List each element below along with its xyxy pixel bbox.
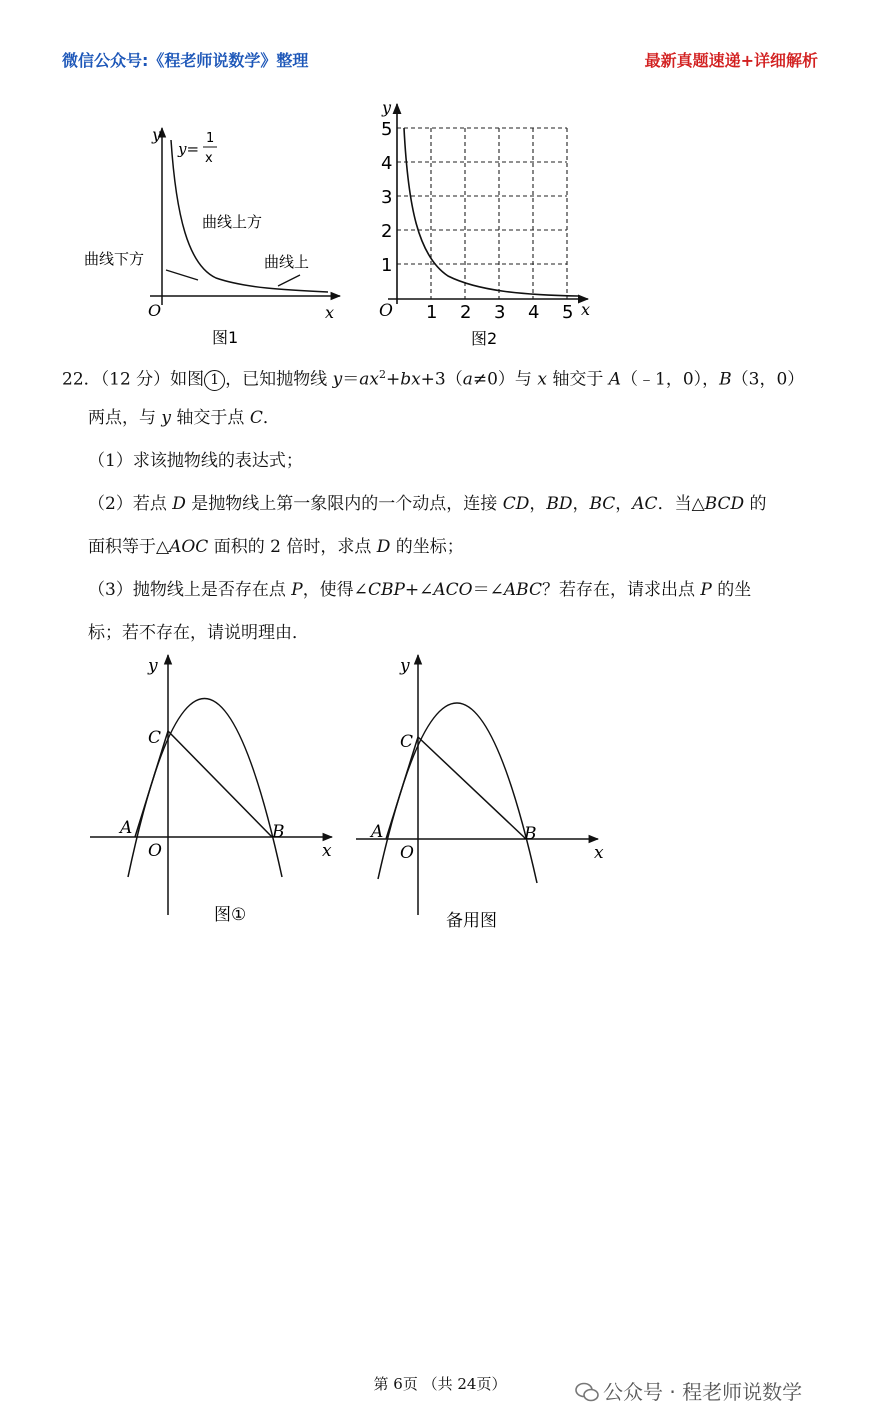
- fig2-curve: [404, 128, 578, 296]
- fig1-formula-lhs: y=: [178, 140, 200, 158]
- figA-y-label: y: [148, 656, 158, 676]
- figure-parabola-main: [86, 650, 346, 930]
- figA-x-label: x: [322, 841, 332, 861]
- page-footer: 第 6页 （共 24页）: [373, 1375, 507, 1393]
- figB-y-label: y: [400, 656, 410, 676]
- figB-segment-AC: [386, 737, 418, 839]
- header-source: 微信公众号:《程老师说数学》整理: [62, 51, 309, 70]
- figB-segment-CB: [418, 737, 526, 839]
- fig1-label-on: 曲线上: [264, 253, 310, 271]
- figure-2: [368, 96, 608, 350]
- figB-caption: 备用图: [446, 911, 497, 931]
- fig1-y-label: y: [152, 125, 162, 144]
- figA-point-A: A: [120, 818, 133, 838]
- figA-origin-label: O: [148, 841, 162, 861]
- fig2-xtick-2: 2: [460, 302, 472, 323]
- question-3-line-2: 标；若不存在，请说明理由．: [88, 623, 309, 643]
- figure-1: [84, 120, 350, 350]
- fig1-pointer-below: [166, 270, 198, 280]
- fig2-xtick-1: 1: [426, 302, 438, 323]
- figB-point-B: B: [524, 824, 537, 844]
- figB-origin-label: O: [400, 843, 414, 863]
- figB-point-A: A: [371, 822, 384, 842]
- fig2-origin-label: O: [379, 301, 393, 321]
- fig2-ytick-4: 4: [381, 153, 393, 174]
- fig1-pointer-on: [278, 275, 300, 286]
- fig2-y-label: y: [382, 98, 392, 117]
- figB-point-C: C: [400, 732, 414, 752]
- fig2-grid: [397, 128, 567, 299]
- problem-line-2: 两点，与 y 轴交于点 C．: [88, 408, 280, 428]
- question-2-line-1: （2）若点 D 是抛物线上第一象限内的一个动点，连接 CD，BD，BC，AC．当△BCD 的: [88, 494, 767, 514]
- fig2-xtick-3: 3: [494, 302, 506, 323]
- fig2-ytick-1: 1: [381, 255, 393, 276]
- question-1: （1）求该抛物线的表达式；: [88, 451, 303, 471]
- fig1-label-below: 曲线下方: [84, 250, 145, 268]
- problem-number: 22．: [62, 369, 101, 390]
- problem-line-1: 22．（12 分）如图 1 ，已知抛物线 $y=ax^2+bx+3(a\ne 0)$与 x 轴交于 A（﹣1，0），B（3，0）: [62, 368, 805, 390]
- question-2-line-2: 面积等于△AOC 面积的 2 倍时，求点 D 的坐标；: [88, 537, 464, 557]
- fig1-formula-den: x: [205, 151, 213, 166]
- fig1-caption: 图1: [212, 328, 239, 347]
- question-3-line-1: （3）抛物线上是否存在点 P，使得∠CBP+∠ACO＝∠ABC？若存在，请求出点 P 的坐: [88, 580, 752, 600]
- figA-point-C: C: [148, 728, 162, 748]
- figA-point-B: B: [272, 822, 285, 842]
- figure-parabola-spare: [352, 650, 612, 935]
- fig1-formula-num: 1: [206, 131, 215, 146]
- footer-watermark: 公众号 · 程老师说数学: [575, 1376, 802, 1405]
- wechat-icon: [575, 1382, 599, 1402]
- fig2-xtick-5: 5: [562, 302, 574, 323]
- figA-segment-CB: [168, 731, 272, 837]
- fig2-xtick-4: 4: [528, 302, 540, 323]
- header-tagline: 最新真题速递+详细解析: [644, 51, 818, 70]
- fig2-caption: 图2: [471, 329, 498, 348]
- figure-ref-circle: 1: [204, 370, 225, 391]
- fig2-ytick-2: 2: [381, 221, 393, 242]
- figB-x-label: x: [594, 843, 604, 863]
- fig2-ytick-3: 3: [381, 187, 393, 208]
- fig1-label-above: 曲线上方: [202, 213, 263, 231]
- fig2-ytick-5: 5: [381, 119, 393, 140]
- fig1-origin-label: O: [148, 301, 162, 320]
- figA-caption: 图①: [214, 905, 247, 925]
- fig1-x-label: x: [325, 303, 335, 322]
- fig2-x-label: x: [581, 300, 591, 319]
